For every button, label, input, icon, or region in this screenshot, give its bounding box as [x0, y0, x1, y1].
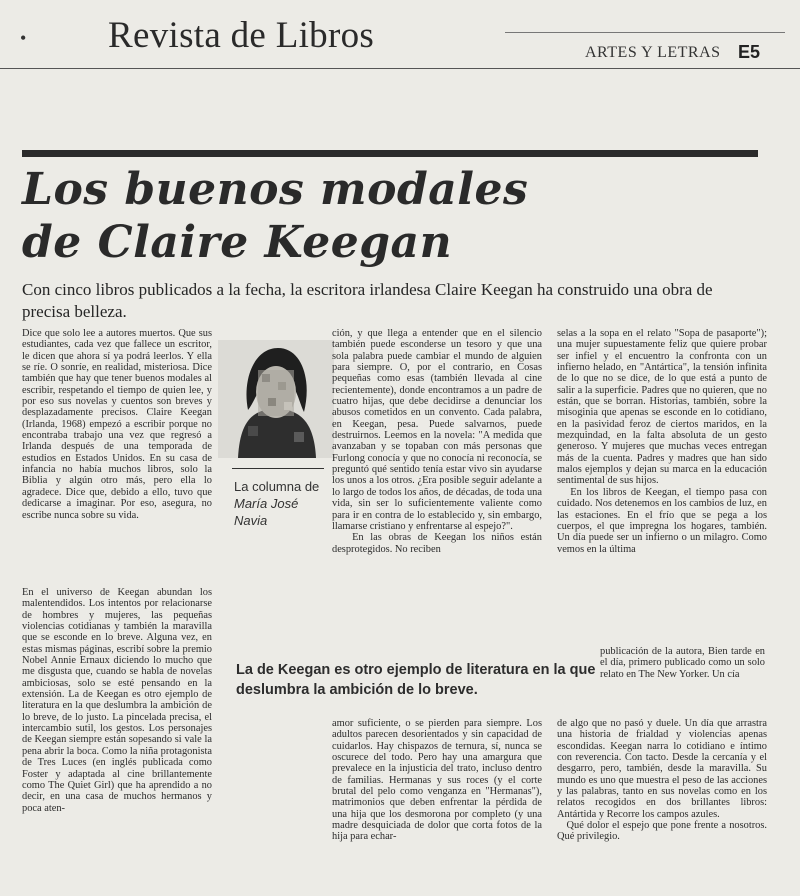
column-label: La columna de: [234, 479, 320, 494]
headline: [22, 163, 762, 269]
author-name: María José Navia: [234, 496, 299, 528]
body-column-1-bottom: En el universo de Keegan abundan los malentendidos. Los intentos por relacionarse de hombres y mujeres, las pequeñas violencias cotidianas y también la maravilla que se esconde en lo breve. Alguna vez, en estas mismas páginas, escribí sobre la premio Nobel Annie Ernaux diciendo lo mucho que me disgusta que, cuando se habla de novelas ambiciosas, solo se esté pensando en la extensión. La de Keegan es otro ejemplo de literatura en la que deslumbra la ambición de lo breve, de lo justo. La pincelada precisa, el intercambio sutil, los gestos. Los personajes de Keegan siempre están sopesando si vale la pena abrir la boca. Como la niña protagonista de Tres Luces (en inglés publicada como Foster y adaptada al cine brillantemente como The Quiet Girl) que ha aprendido a no decir, en una casa de muchos hermanos y poca aten-: [22, 587, 215, 814]
body-column-3-top: selas a la sopa en el relato "Sopa de pasaporte"); una mujer supuestamente feliz que quiere probar ser infiel y el encuentro la confronta con un infierno helado, en "Antártica", la tensión infinita de lo que no se dice, de lo que está a punto de salir a la superficie. Padres que no quieren, que no están, que se borran. Historias, también, sobre la misoginia que apenas se esconde en lo cotidiano, en la pasividad feroz de ciertos maridos, en la mezquindad, en la falta absoluta de un gesto generoso. Y mujeres que muchas veces entregan más de la cuenta. Padres y madres que han sido malos ejemplos y dejan su marca en la educación sentimental de sus hijos. En los libros de Keegan, el tiempo pasa con cuidado. Nos detenemos en los cambios de luz, en las estaciones. En el frío que se pega a los cuerpos, el que impregna los hogares, también. Un día puede ser un infierno o un milagro. Como vemos en la última: [557, 328, 768, 555]
body-column-1-top: Dice que solo lee a autores muertos. Que sus estudiantes, cada vez que fallece un escritor, le dicen que ahora sí ya podrá leerlos. Y ella se ríe. O sonríe, en realidad, misteriosa. Dice también que hay que tener buenos modales al escribir, respetando el tiempo de quien lee, y por eso sus novelas y cuentos son breves y desplazadamente precisos. Claire Keegan (Irlanda, 1968) empezó a escribir porque no encontraba trabajo una vez que regresó a Irlanda después de una temporada de estudios en Estados Unidos. En su casa de infancia no había muchos libros, solo la Biblia y algún otro más, pero ella lo agradece. Dice que, debido a ello, tuvo que dedicarse a imaginar. Por eso, asegura, no escribe nunca sobre su vida.: [22, 328, 215, 521]
headline-line-1: Los buenos modales: [22, 164, 529, 215]
article-top-bar: [22, 150, 758, 157]
body-column-3-inset: publicación de la autora, Bien tarde en el día, primero publicado como un solo relato en The New Yorker. Un cía: [600, 646, 768, 680]
body-column-2-bottom: amor suficiente, o se pierden para siempre. Los adultos parecen desorientados y sin capacidad de cuidarlos. Hay chispazos de ternura, sí, nunca se oscurece del todo. Pero hay una amargura que prevalece en la injusticia del trato, incluso dentro de familias. Hermanas y sus roces (y el corte brutal del pelo como venganza en "Hermanas"), matrimonios que deben enfrentar la pérdida de una hija que los desmorona por completo (y una madre desquiciada de dolor que corta fotos de la hija para echar-: [332, 718, 545, 843]
headline-line-2: de Claire Keegan: [22, 217, 453, 268]
header-bullet: •: [20, 28, 27, 48]
section-title: Revista de Libros: [108, 15, 375, 56]
header-rule: [0, 68, 800, 69]
header-rule-top: [505, 32, 785, 33]
pull-quote: La de Keegan es otro ejemplo de literatura en la que deslumbra la ambición de lo breve.: [236, 662, 596, 698]
author-photo: [218, 340, 334, 458]
body-column-3-bottom: de algo que no pasó y duele. Un día que arrastra una historia de frialdad y violencias apenas escondidas. Keegan narra lo cotidiano e íntimo con reverencia. Con tacto. Desde la cercanía y el desgarro, pero, también, desde la maravilla. Su mundo es uno que muestra el peso de las acciones y las palabras, tanto en sus novelas como en los relatos recogidos en dos brillantes libros: Antártida y Recorre los campos azules. Qué dolor el espejo que pone frente a nosotros. Qué privilegio.: [557, 718, 768, 843]
section-label: ARTES Y LETRAS: [585, 44, 721, 61]
body-column-2-top: ción, y que llega a entender que en el silencio también puede esconderse un tesoro y que una sola palabra puede cambiar el mundo de alguien para siempre. O, por el contrario, en Cosas pequeñas como esas (también llevada al cine recientemente), donde encontramos a un padre de cuatro hijas, que debe decidirse a denunciar los abusos cometidos en un convento. Cada palabra, en Keegan, pesa. Puede salvarnos, puede destruirnos. Leemos en la novela: "A medida que avanzaban y se topaban con más personas que Furlong conocía y que no conocía ni reconocía, se preguntó qué sentido tenía estar vivo sin ayudarse los unos a los otros. ¿Era posible seguir adelante a lo largo de todos los años, de décadas, de toda una vida, sin ser lo suficientemente valiente como para ir en contra de lo establecido y, sin embargo, llamarse cristiano y enfrentarse al espejo?". En las obras de Keegan los niños están desprotegidos. No reciben: [332, 328, 542, 555]
subheadline: Con cinco libros publicados a la fecha, la escritora irlandesa Claire Keegan ha construido una obra de precisa belleza.: [22, 280, 713, 321]
caption-rule: [232, 468, 324, 469]
page-number: E5: [738, 42, 761, 62]
author-portrait-icon: [218, 340, 334, 458]
photo-caption: [234, 478, 334, 529]
